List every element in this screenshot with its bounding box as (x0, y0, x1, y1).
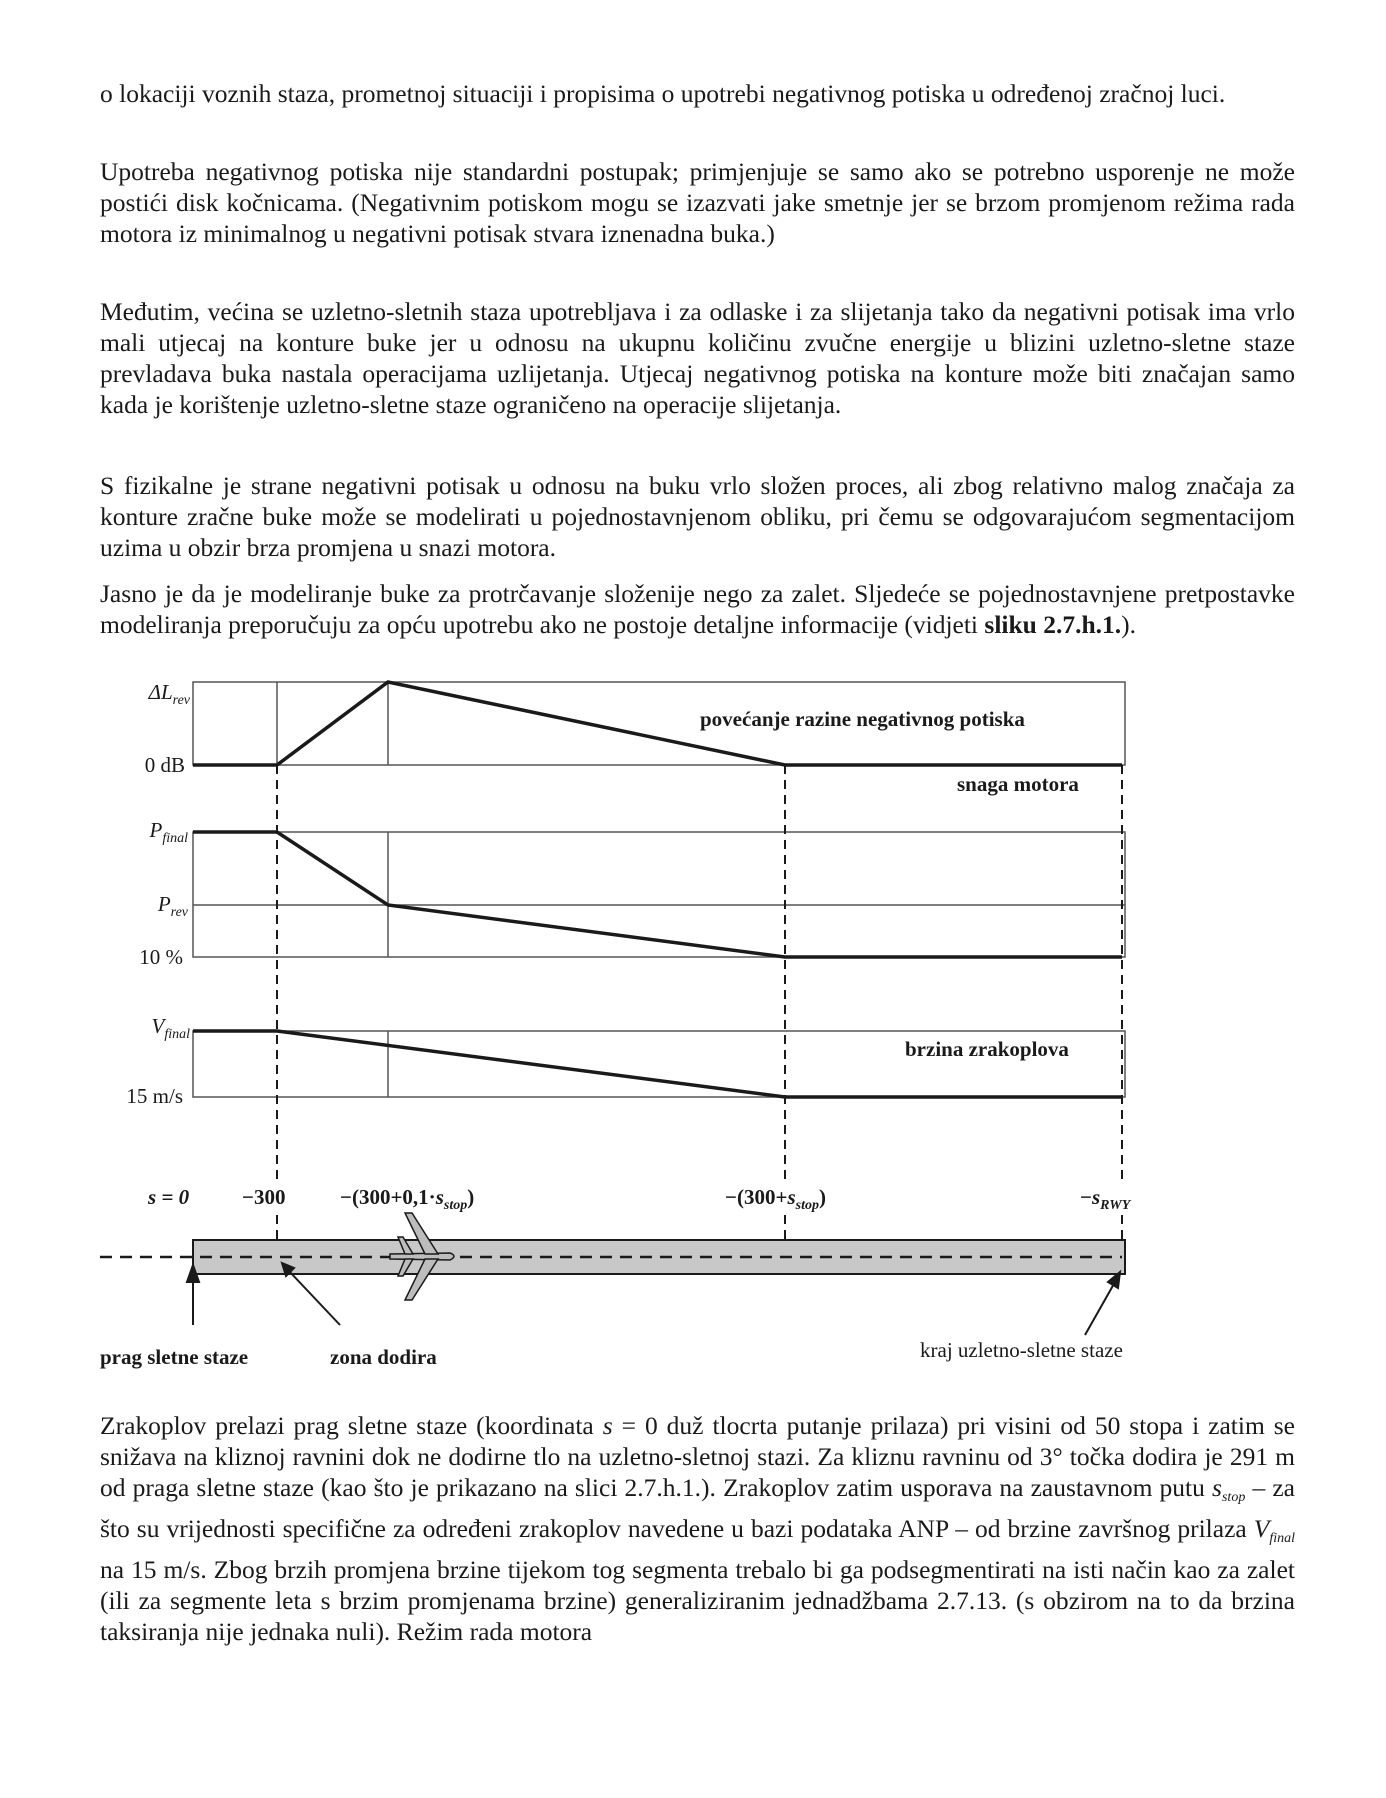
label-threshold: prag sletne staze (100, 1345, 249, 1369)
paragraph-5-text: Jasno je da je modeliranje buke za protrčavanje složenije nego za zalet. Sljedeće se pojednostavnjene pretpostavke modeliranja preporučuju za opću upotrebu ako ne postoje detaljne informacije (vidjeti (100, 579, 1295, 639)
panel-2-curve (193, 832, 1122, 957)
y-label-v-final: $V_{final}$ (151, 1014, 190, 1042)
symbol-v-final: V (1253, 1514, 1270, 1543)
paragraph-6-part-a: Zrakoplov prelazi prag sletne staze (koordinata (100, 1411, 603, 1440)
figure-reverse-thrust-diagram (0, 680, 1386, 1400)
x-label-s0: s = 0 (148, 1185, 190, 1209)
paragraph-6-part-c: – za što su vrijednosti specifične za određeni zrakoplov navedene u bazi podataka ANP – od brzine završnog prilaza (100, 1473, 1295, 1543)
y-label-p-final: $P_{final}$ (149, 818, 188, 846)
paragraph-5-end: ). (1121, 610, 1137, 639)
symbol-s-stop: s (1212, 1473, 1222, 1502)
panel-2-title: snaga motora (957, 772, 1079, 796)
paragraph-6 (100, 1410, 1295, 1647)
airplane-icon (390, 1213, 454, 1300)
symbol-s: s (602, 1411, 613, 1440)
x-label-300-plus-01-sstop: $-(300+0,1\cdot s_{stop})$ (340, 1185, 475, 1213)
x-label-300-plus-sstop: $-(300+s_{stop})$ (725, 1185, 826, 1213)
paragraph-3: Međutim, većina se uzletno-sletnih staza upotrebljava i za odlaske i za slijetanja tako da negativni potisak ima vrlo mali utjecaj na konture buke jer u odnosu na ukupnu količinu zvučne energije u blizini uzletno-sletne staze prevladava buka nastala operacijama uzlijetanja. Utjecaj negativnog potiska na konture može biti značajan samo kada je korištenje uzletno-sletne staze ograničeno na operacije slijetanja. (100, 297, 1295, 419)
figure-reference: sliku 2.7.h.1. (984, 610, 1122, 639)
y-label-p-rev: $P_{rev}$ (157, 892, 188, 920)
y-label-10-percent: 10 % (139, 945, 183, 969)
paragraph-5 (100, 578, 1295, 640)
symbol-s-stop-sub: stop (1221, 1490, 1246, 1505)
panel-2-grid (193, 832, 1125, 957)
x-label-minus-300: −300 (242, 1185, 286, 1209)
symbol-v-final-sub: final (1269, 1531, 1295, 1546)
x-label-s-rwy: $-s_{RWY}$ (1080, 1185, 1131, 1213)
paragraph-4: S fizikalne je strane negativni potisak u odnosu na buku vrlo složen proces, ali zbog relativno malog značaja za konture zračne buke može se modelirati u pojednostavnjenom obliku, pri čemu se odgovarajućom segmentacijom uzima u obzir brza promjena u snazi motora. (100, 471, 1295, 562)
paragraph-2: Upotreba negativnog potiska nije standardni postupak; primjenjuje se samo ako se potrebno usporenje ne može postići disk kočnicama. (Negativnim potiskom mogu se izazvati jake smetnje jer se brzom promjenom režima rada motora iz minimalnog u negativni potisak stvara iznenadna buka.) (100, 157, 1295, 248)
label-runway-end: kraj uzletno-sletne staze (920, 1338, 1123, 1362)
label-touchdown-zone: zona dodira (330, 1345, 437, 1369)
diagram-graphics (0, 680, 1386, 1400)
paragraph-1: o lokaciji voznih staza, prometnoj situaciji i propisima o upotrebi negativnog potiska u određenoj zračnoj luci. (100, 79, 1226, 108)
y-label-delta-l-rev: $\Delta L_{rev}$ (148, 680, 190, 708)
paragraph-6-part-d: na 15 m/s. Zbog brzih promjena brzine tijekom tog segmenta trebalo bi ga podsegmentirati na isti način kao za zalet (ili za segmente leta s brzim promjenama brzine) generaliziranim jednadžbama 2.7.13. (s obzirom na to da brzina taksiranja nije jednaka nuli). Režim rada motora (100, 1555, 1295, 1646)
panel-1-title: povećanje razine negativnog potiska (700, 707, 1025, 731)
y-label-0db: 0 dB (144, 753, 185, 777)
panel-3-title: brzina zrakoplova (905, 1037, 1069, 1061)
paragraph-6-part-b: = 0 duž tlocrta putanje prilaza) pri visini od 50 stopa i zatim se snižava na kliznoj ravnini dok ne dodirne tlo na uzletno-sletnoj stazi. Za kliznu ravninu od 3° točka dodira je 291 m od praga sletne staze (kao što je prikazano na slici 2.7.h.1.). Zrakoplov zatim usporava na zaustavnom putu (100, 1411, 1295, 1502)
y-label-15-ms: 15 m/s (126, 1084, 183, 1108)
dashed-markers (277, 765, 1122, 1240)
